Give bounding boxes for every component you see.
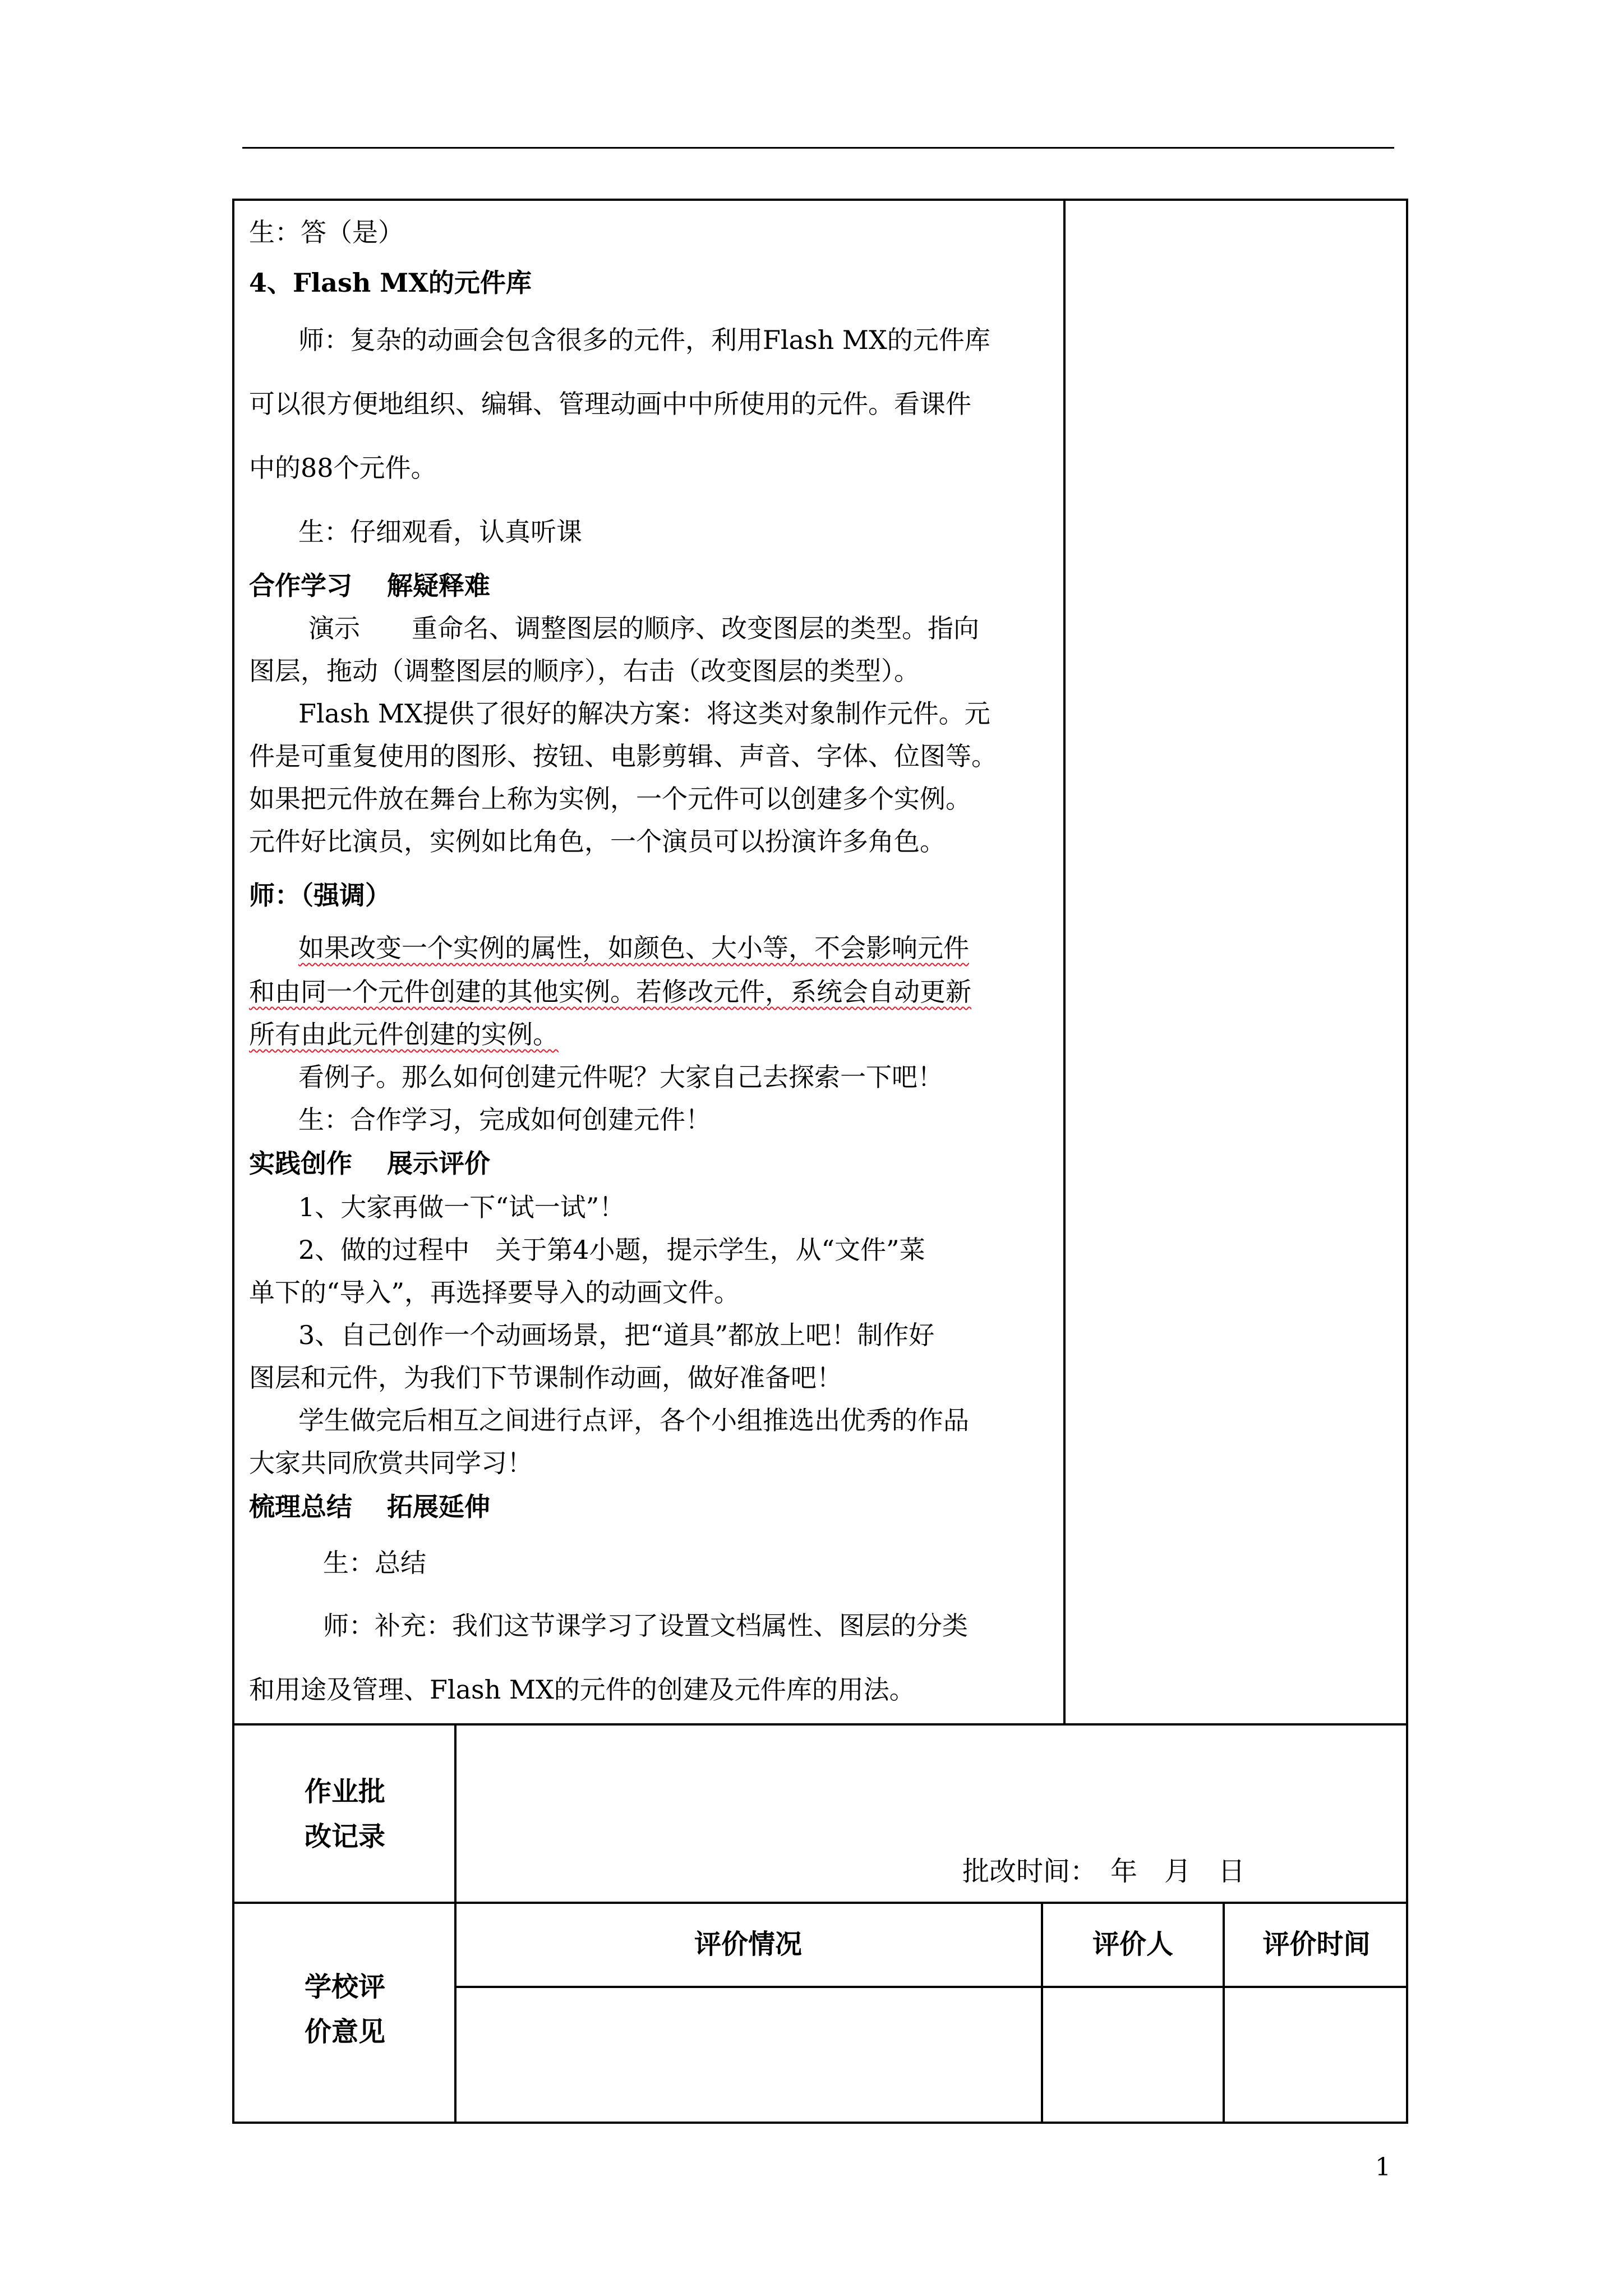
right-column-divider <box>1063 199 1066 1724</box>
header-rule <box>242 147 1394 149</box>
row-separator-homework <box>232 1902 1408 1904</box>
text-line: 元件好比演员，实例如比角色，一个演员可以扮演许多角色。 <box>249 826 946 857</box>
text-line: 生：仔细观看，认真听课 <box>298 517 582 547</box>
text-line: 图层和元件，为我们下节课制作动画，做好准备吧！ <box>249 1363 842 1393</box>
text-line: 生：答（是） <box>249 217 404 247</box>
section-heading: 4、Flash MX的元件库 <box>249 268 532 298</box>
text-line: 1、大家再做一下“试一试”！ <box>298 1192 625 1222</box>
section-heading: 梳理总结 拓展延伸 <box>249 1492 491 1522</box>
eval-header-evaluator: 评价人 <box>1092 1929 1173 1960</box>
teacher-emphasis: 师：（强调） <box>249 880 391 910</box>
text-line: 和用途及管理、Flash MX的元件的创建及元件库的用法。 <box>249 1674 915 1705</box>
text-line: 看例子。那么如何创建元件呢？大家自己去探索一下吧！ <box>298 1062 943 1092</box>
text-line: 演示 重命名、调整图层的顺序、改变图层的类型。指向 <box>308 613 979 643</box>
text-line: 3、自己创作一个动画场景，把“道具”都放上吧！制作好 <box>298 1320 935 1350</box>
label-column-divider <box>454 1723 457 2124</box>
text-line: 生：合作学习，完成如何创建元件！ <box>298 1105 711 1135</box>
section-heading: 合作学习 解疑释难 <box>249 570 491 601</box>
text-line: Flash MX提供了很好的解决方案：将这类对象制作元件。元 <box>298 698 990 729</box>
homework-label-line2: 改记录 <box>304 1821 385 1852</box>
row-separator-lesson <box>232 1723 1408 1726</box>
row-separator-eval-header <box>455 1986 1408 1988</box>
highlighted-text: 所有由此元件创建的实例。 <box>249 1019 559 1050</box>
evaluation-label-line2: 价意见 <box>304 2016 385 2047</box>
text-line: 生：总结 <box>323 1548 426 1578</box>
homework-label <box>280 1775 409 1853</box>
section-heading: 实践创作 展示评价 <box>249 1148 491 1179</box>
evaluation-label <box>280 1970 409 2049</box>
evaluation-label-line1: 学校评 <box>304 1971 385 2003</box>
text-line: 师：补充：我们这节课学习了设置文档属性、图层的分类 <box>323 1611 968 1641</box>
correction-time: 批改时间： 年 月 日 <box>962 1856 1246 1887</box>
text-line: 大家共同欣赏共同学习！ <box>249 1448 533 1478</box>
page-number: 1 <box>1375 2153 1391 2182</box>
highlighted-text: 如果改变一个实例的属性，如颜色、大小等，不会影响元件 <box>298 933 969 963</box>
text-line: 师：复杂的动画会包含很多的元件，利用Flash MX的元件库 <box>298 325 990 355</box>
text-line: 2、做的过程中 关于第4小题，提示学生，从“文件”菜 <box>298 1235 925 1265</box>
text-line: 图层，拖动（调整图层的顺序），右击（改变图层的类型）。 <box>249 656 920 686</box>
homework-label-line1: 作业批 <box>304 1776 385 1807</box>
eval-header-status: 评价情况 <box>694 1929 802 1960</box>
eval-header-time: 评价时间 <box>1262 1929 1371 1960</box>
text-line: 单下的“导入”，再选择要导入的动画文件。 <box>249 1277 740 1308</box>
text-line: 中的88个元件。 <box>249 453 437 483</box>
text-line: 可以很方便地组织、编辑、管理动画中中所使用的元件。看课件 <box>249 389 971 419</box>
text-line: 如果把元件放在舞台上称为实例，一个元件可以创建多个实例。 <box>249 784 971 814</box>
text-line: 学生做完后相互之间进行点评，各个小组推选出优秀的作品 <box>298 1405 969 1435</box>
text-line: 件是可重复使用的图形、按钮、电影剪辑、声音、字体、位图等。 <box>249 741 997 771</box>
highlighted-text: 和由同一个元件创建的其他实例。若修改元件，系统会自动更新 <box>249 977 971 1007</box>
